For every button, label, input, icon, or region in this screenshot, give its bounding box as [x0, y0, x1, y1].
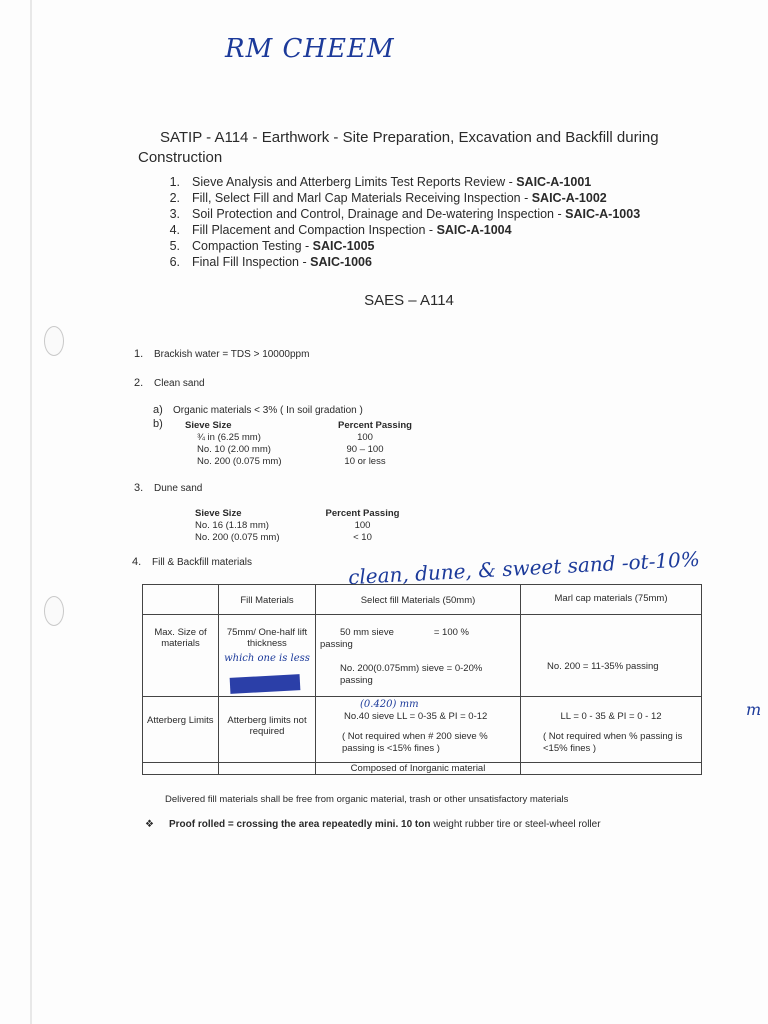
item-dune-sand: 3. Dune sand [134, 482, 203, 494]
table-cell: (0.420) mm No.40 sieve LL = 0-35 & PI = 0-12 ( Not required when # 200 sieve % passing is <15% fines ) [316, 697, 521, 763]
table-cell: 50 mm sieve = 100 % passing No. 200(0.075mm) sieve = 0-20% passing [316, 615, 521, 697]
list-item: 6. Final Fill Inspection - SAIC-1006 [169, 255, 372, 269]
item-fill-backfill: 4. Fill & Backfill materials [132, 556, 253, 568]
table-header-cell: Fill Materials [219, 585, 316, 615]
table-cell: 75mm/ One-half lift thickness which one is less [219, 615, 316, 697]
document-title [138, 128, 698, 168]
table-cell: Max. Size of materials [143, 615, 219, 697]
table-header-cell [143, 585, 219, 615]
punch-hole [44, 326, 64, 356]
handwritten-note-fill: clean, dune, & sweet sand -ot-10% [347, 546, 701, 590]
table-header-cell: Marl cap materials (75mm) [521, 585, 702, 615]
list-item: 1. Sieve Analysis and Atterberg Limits Test Reports Review - SAIC-A-1001 [169, 175, 592, 189]
dune-sand-sieve-table: Sieve Size Percent Passing No. 16 (1.18 mm) 100 No. 200 (0.075 mm) < 10 [195, 508, 400, 543]
title-code: SATIP - A114 [160, 129, 249, 146]
table-cell [521, 763, 702, 775]
standards-list [140, 174, 640, 270]
page-edge [30, 0, 32, 1024]
section-title: SAES – A114 [364, 292, 454, 309]
list-item: 5. Compaction Testing - SAIC-1005 [169, 239, 375, 253]
item-clean-sand: 2. Clean sand [134, 377, 205, 389]
table-header-cell: Select fill Materials (50mm) [316, 585, 521, 615]
item-brackish-water: 1. Brackish water = TDS > 10000ppm [134, 348, 310, 360]
proof-rolled-note: ❖ Proof rolled = crossing the area repeatedly mini. 10 ton weight rubber tire or steel-wheel roller [145, 819, 601, 830]
title-text: - Earthwork - Site Preparation, Excavation and Backfill during Construction [138, 129, 659, 166]
delivered-note: Delivered fill materials shall be free from organic material, trash or other unsatisfactory materials [165, 794, 569, 805]
handwritten-note-sieve: (0.420) mm [360, 699, 419, 710]
table-cell: Atterberg limits not required [219, 697, 316, 763]
table-cell [219, 763, 316, 775]
clean-sand-sieve-table: Sieve Size Percent Passing ¾ in (6.25 mm) 100 No. 10 (2.00 mm) 90 – 100 No. 200 (0.075 mm) 10 or less [185, 420, 412, 467]
handwritten-note-which: which one is less [224, 653, 310, 664]
handwritten-margin-note: m [746, 700, 762, 719]
handwritten-header: RM CHEEM [225, 34, 395, 64]
table-cell [143, 763, 219, 775]
list-item: 3. Soil Protection and Control, Drainage and De-watering Inspection - SAIC-A-1003 [169, 207, 641, 221]
fill-materials-table [142, 584, 702, 775]
table-cell: LL = 0 - 35 & PI = 0 - 12 ( Not required when % passing is <15% fines ) [521, 697, 702, 763]
item-sieve-b: b) [153, 418, 163, 430]
table-cell: No. 200 = 11-35% passing [521, 615, 702, 697]
table-cell: Composed of Inorganic material [316, 763, 521, 775]
item-organic: a) Organic materials < 3% ( In soil gradation ) [153, 404, 363, 416]
punch-hole [44, 596, 64, 626]
list-item: 2. Fill, Select Fill and Marl Cap Materials Receiving Inspection - SAIC-A-1002 [169, 191, 607, 205]
list-item: 4. Fill Placement and Compaction Inspection - SAIC-A-1004 [169, 223, 512, 237]
table-cell: Atterberg Limits [143, 697, 219, 763]
